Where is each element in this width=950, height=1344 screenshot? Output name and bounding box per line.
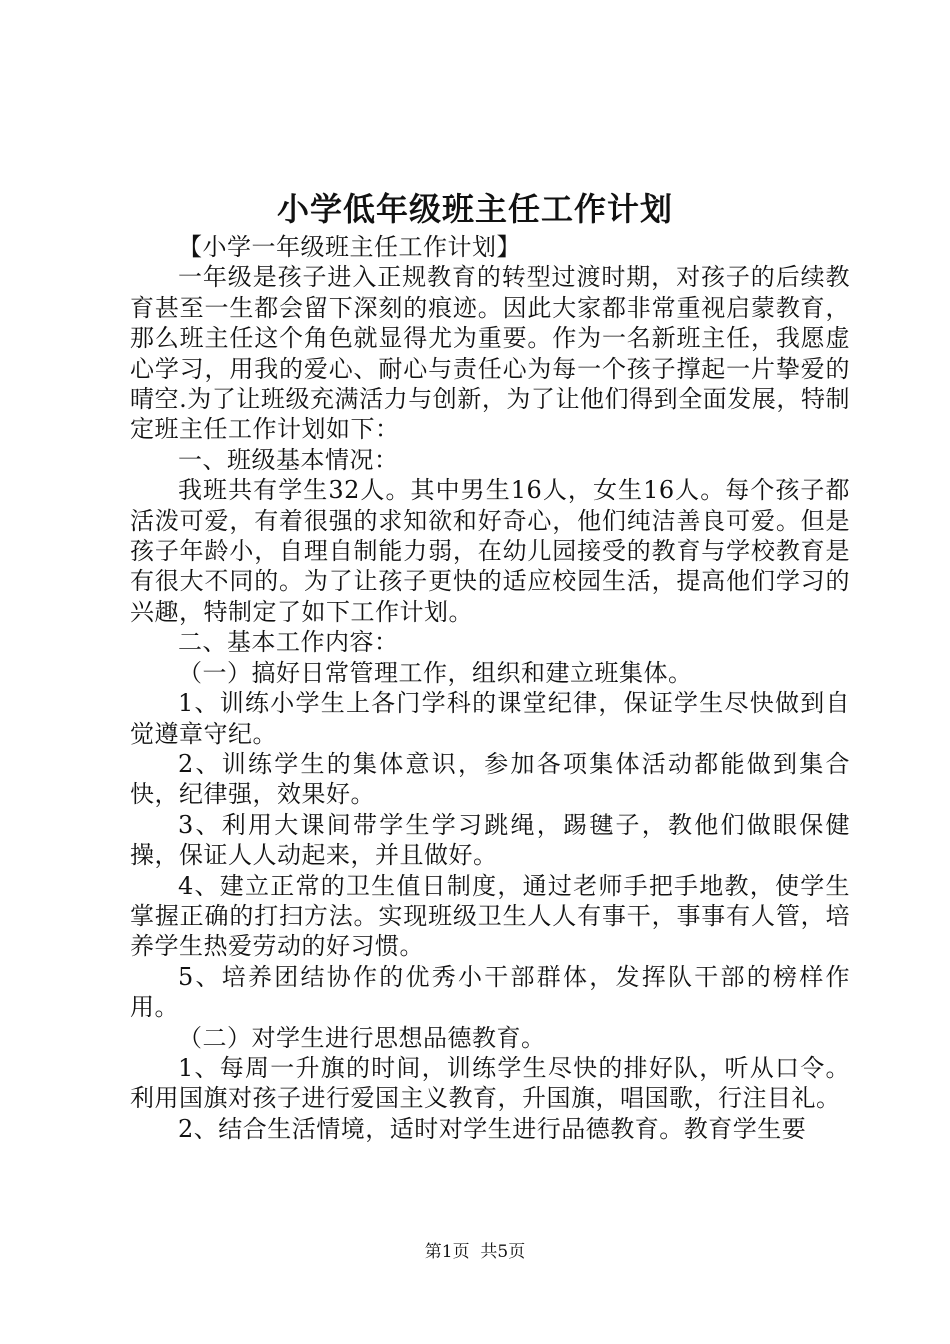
list-item: 3、利用大课间带学生学习跳绳，踢毽子，教他们做眼保健操，保证人人动起来，并且做好。 (130, 810, 850, 870)
list-item: 1、训练小学生上各门学科的课堂纪律，保证学生尽快做到自觉遵章守纪。 (130, 689, 850, 748)
paragraph: 我班共有学生32人。其中男生16人，女生16人。每个孩子都活泼可爱，有着很强的求知欲和好奇心，他们纯洁善良可爱。但是孩子年龄小，自理自制能力弱，在幼儿园接受的教育与学校教育是有很大不同的。为了让孩子更快的适应校园生活，提高他们学习的兴趣，特制定了如下工作计划。 (130, 476, 850, 626)
document-title: 小学低年级班主任工作计划 (276, 190, 673, 228)
list-item: 5、培养团结协作的优秀小干部群体，发挥队干部的榜样作用。 (130, 962, 850, 1022)
page-number: 第1页 (424, 1242, 470, 1262)
subsection-heading: （一）搞好日常管理工作，组织和建立班集体。 (178, 658, 693, 687)
paragraph-subtitle: 【小学一年级班主任工作计划】 (178, 233, 521, 261)
list-item: 2、结合生活情境，适时对学生进行品德教育。教育学生要 (178, 1114, 807, 1143)
list-item: 2、训练学生的集体意识，参加各项集体活动都能做到集合快，纪律强，效果好。 (130, 749, 850, 809)
section-heading: 二、基本工作内容： (178, 628, 399, 657)
page-total: 共5页 (480, 1242, 526, 1262)
list-item: 4、建立正常的卫生值日制度，通过老师手把手地教，使学生掌握正确的打扫方法。实现班级卫生人人有事干，事事有人管，培养学生热爱劳动的好习惯。 (130, 871, 850, 961)
section-heading: 一、班级基本情况： (178, 445, 399, 474)
list-item: 1、每周一升旗的时间，训练学生尽快的排好队，听从口令。利用国旗对孩子进行爱国主义教育，升国旗，唱国歌，行注目礼。 (130, 1053, 850, 1113)
page-footer (0, 1240, 950, 1264)
paragraph: 一年级是孩子进入正规教育的转型过渡时期，对孩子的后续教育甚至一生都会留下深刻的痕迹。因此大家都非常重视启蒙教育，那么班主任这个角色就显得尤为重要。作为一名新班主任，我愿虚心学习，用我的爱心、耐心与责任心为每一个孩子撑起一片挚爱的晴空.为了让班级充满活力与创新，为了让他们得到全面发展，特制定班主任工作计划如下： (130, 263, 850, 444)
subsection-heading: （二）对学生进行思想品德教育。 (178, 1023, 546, 1052)
document-body (130, 232, 850, 1144)
